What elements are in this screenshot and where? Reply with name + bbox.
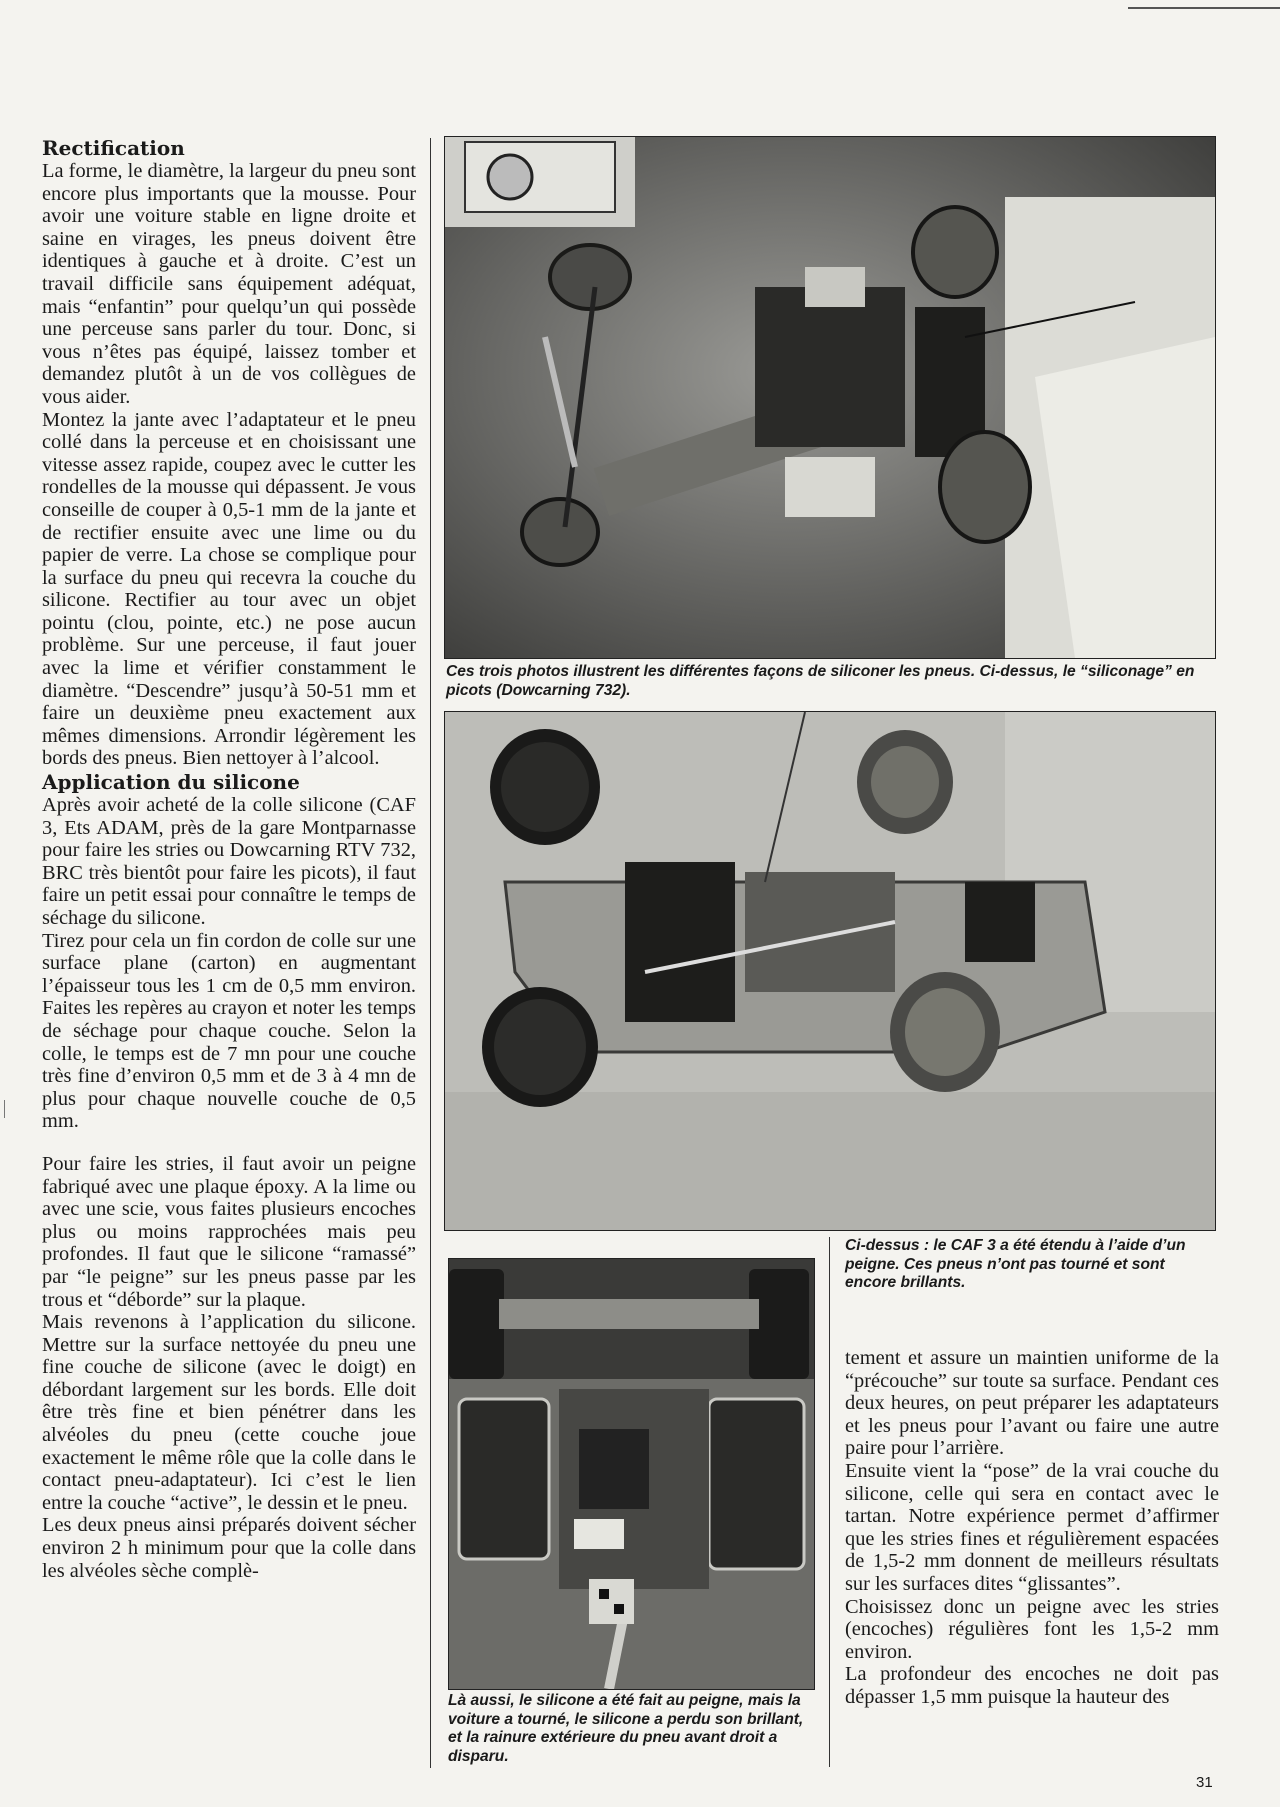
left-text-column — [42, 136, 416, 1582]
paragraph: Les deux pneus ainsi préparés doivent sécher environ 2 h minimum pour que la colle dans les alvéoles sèche complè- — [42, 1514, 416, 1582]
paragraph: Tirez pour cela un fin cordon de colle sur une surface plane (carton) en augmentant l’épaisseur tous les 1 cm de 0,5 mm environ. Faites les repères au crayon et noter les temps de séchage pour chaque couche. Selon la colle, le temps est de 7 mn pour une couche très fine d’environ 0,5 mm et de 3 à 4 mn de plus pour chaque nouvelle couche de 0,5 mm. — [42, 929, 416, 1133]
paragraph: La profondeur des encoches ne doit pas dépasser 1,5 mm puisque la hauteur des — [845, 1663, 1219, 1708]
photo-2-caption: Ci-dessus : le CAF 3 a été étendu à l’aide d’un peigne. Ces pneus n’ont pas tourné et sont encore brillants. — [845, 1237, 1186, 1291]
paragraph: Mais revenons à l’application du silicone. Mettre sur la surface nettoyée du pneu une fine couche de silicone (avec le doigt) en débordant largement sur les bords. Elle doit être très fine et bien pénétrer dans les alvéoles du pneu (cette couche joue exactement le même rôle que la colle dans le contact pneu-adaptateur). Ici c’est le lien entre la couche “active”, le dessin et le pneu. — [42, 1311, 416, 1514]
top-rule — [1128, 7, 1280, 9]
paragraph: tement et assure un maintien uniforme de la “précouche” sur toute sa surface. Pendant ces deux heures, on peut préparer les adaptateurs et les pneus pour l’avant ou faire une autre paire pour l’arrière. — [845, 1347, 1219, 1460]
photo-car-worn-tires — [448, 1258, 815, 1690]
photo-car-combed-tires — [444, 711, 1216, 1231]
margin-mark — [4, 1100, 5, 1118]
column-divider — [430, 138, 431, 1768]
page-number: 31 — [1196, 1774, 1213, 1791]
column-divider — [829, 1237, 830, 1767]
right-text-column — [845, 1347, 1219, 1709]
heading-rectification: Rectification — [42, 136, 185, 160]
photo-car-picot-tires — [444, 136, 1216, 659]
photo-1-caption: Ces trois photos illustrent les différentes façons de siliconer les pneus. Ci-dessus, le “siliconage” en picots (Dowcarning 732). — [446, 663, 1195, 699]
paragraph: La forme, le diamètre, la largeur du pneu sont encore plus importants que la mousse. Pour avoir une voiture stable en ligne droite et saine en virages, les pneus doivent être identiques à gauche et à droite. C’est un travail difficile sans équipement adéquat, mais “enfantin” pour quelqu’un qui possède une perceuse sans parler du tour. Donc, si vous n’êtes pas équipé, laissez tomber et demandez plutôt à un de vos collègues de vous aider. — [42, 160, 416, 408]
photo-3-caption: Là aussi, le silicone a été fait au peigne, mais la voiture a tourné, le silicone a perdu son brillant, et la rainure extérieure du pneu avant droit a disparu. — [448, 1692, 804, 1765]
heading-application-silicone: Application du silicone — [42, 770, 300, 795]
paragraph: Montez la jante avec l’adaptateur et le pneu collé dans la perceuse et en choisissant une vitesse assez rapide, coupez avec le cutter les rondelles de la mousse qui dépassent. Je vous conseille de couper à 0,5-1 mm de la jante et de rectifier ensuite avec une lime ou du papier de verre. La chose se complique pour la surface du pneu qui recevra la couche du silicone. Rectifier au tour avec un objet pointu (clou, pointe, etc.) ne pose aucun problème. Sur une perceuse, il faut jouer avec la lime et vérifier constamment le diamètre. “Descendre” jusqu’à 50-51 mm et faire un deuxième pneu exactement aux mêmes dimensions. Arrondir légèrement les bords des pneus. Bien nettoyer à l’alcool. — [42, 408, 416, 770]
paragraph: Pour faire les stries, il faut avoir un peigne fabriqué avec une plaque époxy. A la lime ou avec une scie, vous faites plusieurs encoches plus ou moins rapprochées mais peu profondes. Il faut que le silicone “ramassé” par “le peigne” sur les pneus passe par les trous et “déborde” sur la plaque. — [42, 1152, 416, 1311]
paragraph: Ensuite vient la “pose” de la vrai couche du silicone, celle qui sera en contact avec le tartan. Notre expérience permet d’affirmer que les stries fines et régulièrement espacées de 1,5-2 mm donnent de meilleurs résultats sur les surfaces dites “glissantes”. — [845, 1459, 1219, 1595]
paragraph: Choisissez donc un peigne avec les stries (encoches) régulières font les 1,5-2 mm environ. — [845, 1595, 1219, 1663]
paragraph: Après avoir acheté de la colle silicone (CAF 3, Ets ADAM, près de la gare Montparnasse pour faire les stries ou Dowcarning RTV 732, BRC très bientôt pour faire les picots), il faut faire un petit essai pour connaître le temps de séchage du silicone. — [42, 794, 416, 929]
